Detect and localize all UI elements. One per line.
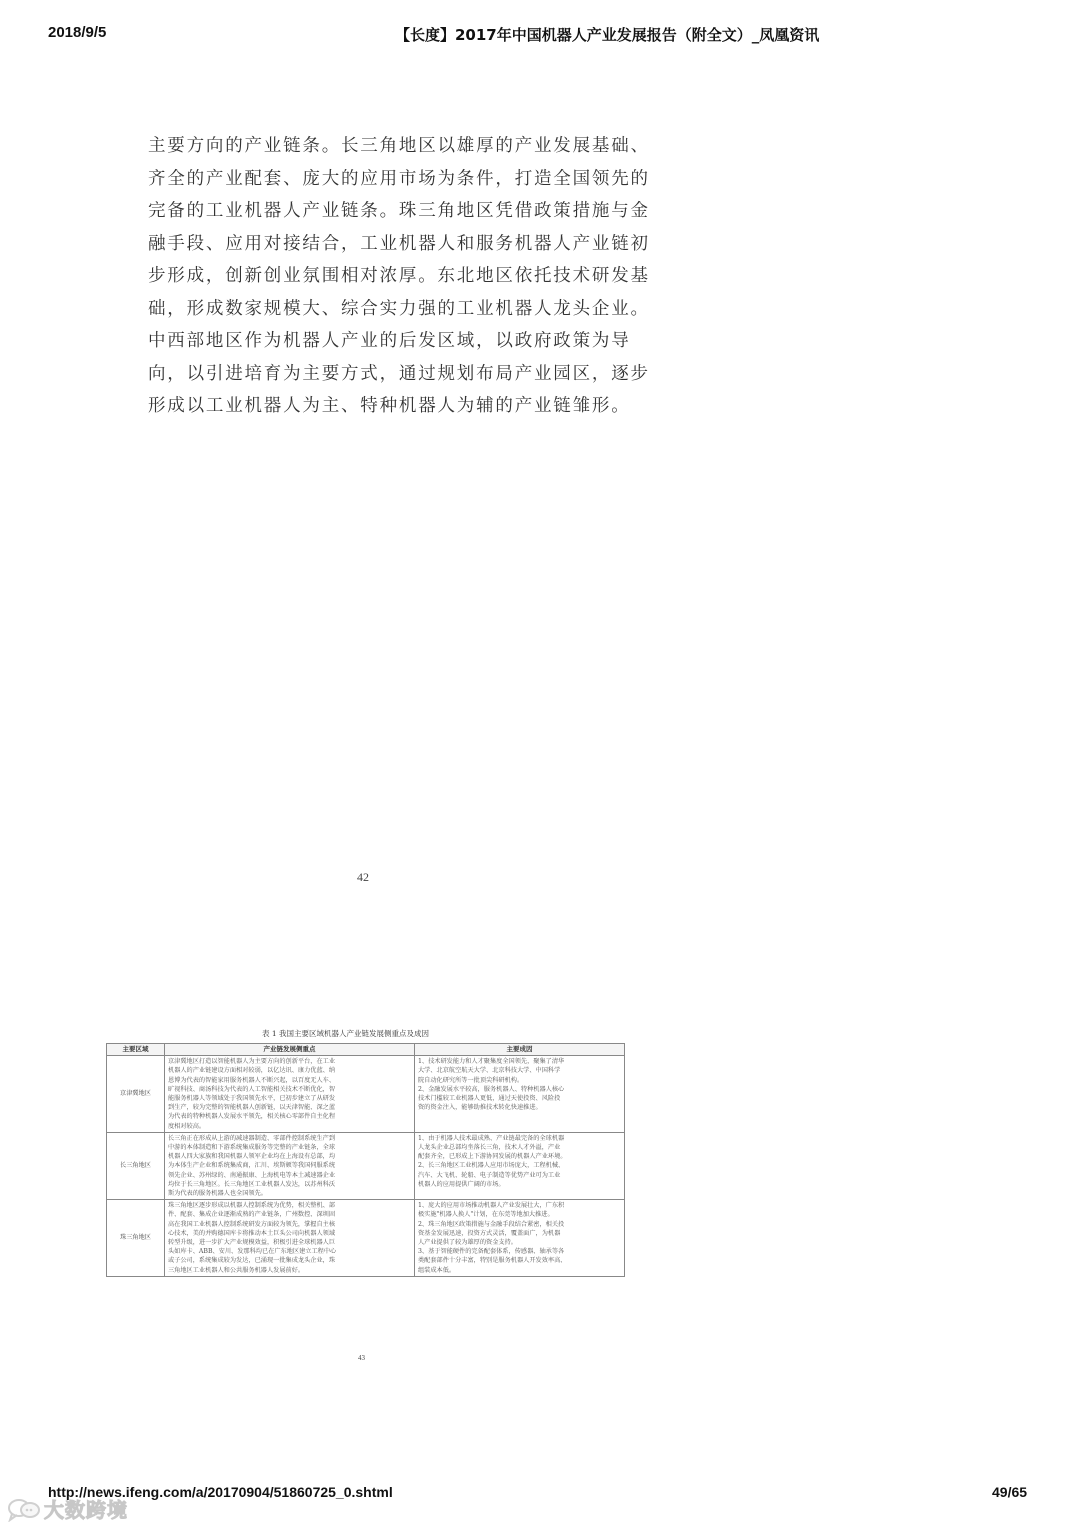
header-date: 2018/9/5 (48, 24, 107, 41)
table-cell-line: 人龙头企业总部均坐落长三角，技术人才外溢，产业 (418, 1144, 561, 1152)
table-cell-line: 珠三角地区逐步形成以机器人控制系统为优势，相关整机、部 (168, 1202, 336, 1210)
table-cell-line: 心技术，美的并购德国库卡将推动本土巨头公司向机器人领域 (168, 1229, 336, 1237)
table-cell-line: 件、配套、集成企业逐渐成熟的产业链条，广州数控、深圳固 (168, 1211, 336, 1219)
body-text-line: 中西部地区作为机器人产业的后发区域，以政府政策为导 (148, 331, 631, 351)
table-header-causes: 主要成因 (415, 1044, 625, 1056)
report-body-text (148, 130, 650, 423)
table-cell-line: 转型升级，进一步扩大产业规模效益，积极引进全球机器人巨 (168, 1239, 336, 1247)
table-cell-line: 1、由于机器人技术最成熟、产业链最完备的全球机器 (418, 1134, 565, 1142)
table-cell-line: 3、基于智能硬件的完备配套体系，传感器、轴承等各 (418, 1248, 565, 1256)
table-cell-line: 2、长三角地区工业机器人应用市场庞大，工程机械、 (418, 1162, 565, 1170)
table-cell-region: 长三角地区 (107, 1132, 165, 1199)
footer-url: http://news.ifeng.com/a/20170904/51860725_0.shtml (48, 1484, 393, 1500)
table-cell-line: 中游的本体制造和下游系统集成服务等完整的产业链条，全球 (168, 1144, 336, 1152)
header-title: 【长度】2017年中国机器人产业发展报告（附全文）_凤凰资讯 (395, 26, 820, 44)
table-cell-line: 恩博为代表的智能家用服务机器人不断兴起，以百度无人车、 (168, 1076, 336, 1084)
table-header-region: 主要区域 (107, 1044, 165, 1056)
table-cell-line: 配套齐全，已形成上下游协同发展的机器人产业环境。 (418, 1153, 567, 1161)
body-text-line: 向，以引进培育为主要方式，通过规划布局产业园区，逐步 (148, 363, 650, 384)
table-cell-line: 院自动化研究所等一批顶尖科研机构。 (418, 1076, 524, 1084)
table-cell-line: 长三角正在形成从上游的减速器制造、零部件控制系统生产到 (168, 1134, 336, 1142)
table-cell-focus (165, 1200, 415, 1277)
body-text-line: 完备的工业机器人产业链条。珠三角地区凭借政策措施与金 (148, 201, 650, 221)
table-cell-line: 为代表的特种机器人发展水平领先，相关核心零部件自主化程 (168, 1113, 336, 1121)
table-cell-line: 头如库卡、ABB、安川、发那科均已在广东地区建立工程中心 (168, 1248, 337, 1256)
table-cell-line: 人产业提供了较为雄厚的资金支持。 (418, 1239, 517, 1247)
body-text-line: 步形成，创新创业氛围相对浓厚。东北地区依托技术研发基 (148, 266, 650, 286)
table-cell-line: 2、珠三角地区政策措施与金融手段结合紧密，相关投 (418, 1220, 565, 1228)
table-cell-line: 三角地区工业机器人和公共服务机器人发展前好。 (168, 1266, 305, 1274)
table-cell-region: 京津冀地区 (107, 1056, 165, 1133)
table-row (107, 1132, 625, 1199)
table-cell-line: 资的资金注入，能够助推技术转化快速推进。 (418, 1104, 542, 1112)
table-cell-line: 京津冀地区打造以智能机器人为主要方向的创新平台，在工业 (168, 1058, 336, 1066)
table-cell-line: 资基金发展迅速，投资方式灵活，覆盖面广，为机器 (418, 1229, 561, 1237)
table-cell-line: 到生产，较为完整的智能机器人创新链，以天津智能、深之蓝 (168, 1104, 336, 1112)
table-cell-line: 1、庞大的应用市场推动机器人产业发展壮大，广东积 (418, 1202, 565, 1210)
table-cell-line: 为本体生产企业和系统集成商，汇川、埃斯顿等我国伺服系统 (168, 1162, 336, 1170)
table-row (107, 1200, 625, 1277)
watermark (6, 1494, 128, 1523)
table-cell-line: 技术门槛较工业机器人更低，通过天使投资、风险投 (418, 1095, 561, 1103)
table-cell-causes (415, 1056, 625, 1133)
table-caption: 表 1 我国主要区域机器人产业链发展侧重点及成因 (262, 1029, 430, 1038)
body-text-line: 形成以工业机器人为主、特种机器人为辅的产业链雏形。 (148, 396, 631, 416)
table-cell-line: 类配套部件十分丰富，特别是服务机器人开发效率高、 (418, 1257, 567, 1265)
table-cell-line: 旷视科技、商汤科技为代表的人工智能相关技术不断优化，智 (168, 1085, 336, 1093)
table-cell-line: 大学、北京航空航天大学、北京科技大学、中国科学 (418, 1067, 561, 1075)
table-cell-line: 2、金融发展水平较高，服务机器人、特种机器人核心 (418, 1085, 565, 1093)
table-cell-line: 能服务机器人等领域处于我国领先水平，已初步建立了从研发 (168, 1095, 336, 1103)
table-header-focus: 产业链发展侧重点 (165, 1044, 415, 1056)
table-cell-causes (415, 1200, 625, 1277)
table-cell-line: 度相对较高。 (168, 1122, 206, 1130)
body-text-line: 齐全的产业配套、庞大的应用市场为条件，打造全国领先的 (148, 168, 650, 189)
footer-page-count: 49/65 (992, 1484, 1028, 1500)
watermark-text: 大数跨境 (44, 1498, 128, 1522)
table-cell-line: 机器人的应用提供广阔的市场。 (418, 1180, 505, 1188)
table-row (107, 1056, 625, 1133)
table-cell-line: 1、技术研发能力和人才聚集度全国领先，聚集了清华 (418, 1058, 565, 1066)
chat-bubble-icon (6, 1496, 42, 1522)
page-number-second: 43 (358, 1354, 365, 1362)
region-industry-table (106, 1043, 625, 1277)
table-cell-region: 珠三角地区 (107, 1200, 165, 1277)
table-cell-focus (165, 1132, 415, 1199)
table-cell-line: 高在我国工业机器人控制系统研发方面较为领先，掌握自主核 (168, 1220, 336, 1228)
table-header-row (107, 1044, 625, 1056)
table-cell-line: 汽车、大飞机、轮船、电子制造等优势产业可为工业 (418, 1171, 561, 1179)
table-cell-line: 领先企业、苏州绿的、南通振康、上海机电等本土减速器企业 (168, 1171, 336, 1179)
table-cell-causes (415, 1132, 625, 1199)
table-cell-line: 斯为代表的服务机器人也全国领先。 (168, 1190, 267, 1198)
table-cell-line: 均位于长三角地区。长三角地区工业机器人发达，以苏州科沃 (168, 1180, 336, 1188)
body-text-line: 融手段、应用对接结合，工业机器人和服务机器人产业链初 (148, 233, 650, 254)
table-cell-line: 极实施"机器人换人"计划，在东莞等地加大推进。 (418, 1211, 554, 1219)
table-cell-line: 组装成本低。 (418, 1266, 456, 1274)
table-cell-line: 机器人的产业链建设方面相对较弱，以亿达讯、康力优蓝、纳 (168, 1067, 336, 1075)
table-cell-line: 机器人四大家族和我国机器人领军企业均在上海设有总部，均 (168, 1153, 336, 1161)
table-cell-line: 或子公司，系统集成较为发达，已涌现一批集成龙头企业，珠 (168, 1257, 336, 1265)
body-text-line: 础，形成数家规模大、综合实力强的工业机器人龙头企业。 (148, 298, 650, 319)
page-number-first: 42 (357, 870, 369, 884)
table-cell-focus (165, 1056, 415, 1133)
body-text-line: 主要方向的产业链条。长三角地区以雄厚的产业发展基础、 (148, 136, 650, 156)
